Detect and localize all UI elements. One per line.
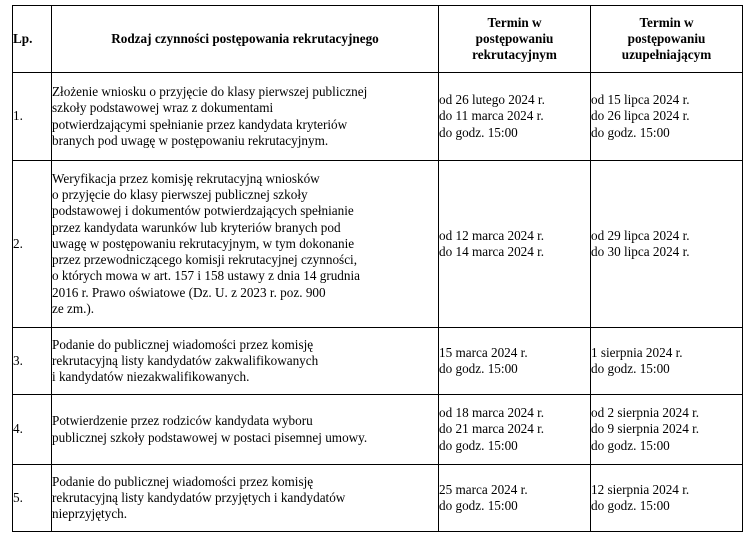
- row-term-main: 25 marca 2024 r. do godz. 15:00: [439, 465, 591, 532]
- row-activity: Podanie do publicznej wiadomości przez komisję rekrutacyjną listy kandydatów przyjętych i kandydatów nieprzyjętych.: [52, 465, 439, 532]
- row-number: 1.: [13, 73, 52, 161]
- header-term-main: [439, 6, 591, 73]
- header-term-supp-text: Termin w postępowaniu uzupełniającym: [621, 14, 712, 63]
- row-term-supp: od 29 lipca 2024 r. do 30 lipca 2024 r.: [591, 161, 743, 328]
- row-number: 5.: [13, 465, 52, 532]
- recruitment-schedule-table: [12, 5, 743, 532]
- row-term-main: 15 marca 2024 r. do godz. 15:00: [439, 328, 591, 395]
- row-number: 2.: [13, 161, 52, 328]
- header-term-main-text: Termin w postępowaniu rekrutacyjnym: [472, 14, 557, 63]
- header-activity: [52, 6, 439, 73]
- row-activity: Potwierdzenie przez rodziców kandydata wyboru publicznej szkoły podstawowej w postaci pisemnej umowy.: [52, 395, 439, 465]
- row-term-supp: 12 sierpnia 2024 r. do godz. 15:00: [591, 465, 743, 532]
- row-term-supp: od 2 sierpnia 2024 r. do 9 sierpnia 2024 r. do godz. 15:00: [591, 395, 743, 465]
- row-activity: Złożenie wniosku o przyjęcie do klasy pierwszej publicznej szkoły podstawowej wraz z dokumentami potwierdzającymi spełnianie przez kandydata kryteriów branych pod uwagę w postępowaniu rekrutacyjnym.: [52, 73, 439, 161]
- table-row: [13, 465, 743, 532]
- header-activity-text: Rodzaj czynności postępowania rekrutacyjnego: [111, 30, 379, 46]
- row-activity: Weryfikacja przez komisję rekrutacyjną wniosków o przyjęcie do klasy pierwszej publicznej szkoły podstawowej i dokumentów potwierdzających spełnianie przez kandydata warunków lub kryteriów branych pod uwagę w postępowaniu rekrutacyjnym, w tym dokonanie przez przewodniczącego komisji rekrutacyjnej czynności, o których mowa w art. 157 i 158 ustawy z dnia 14 grudnia 2016 r. Prawo oświatowe (Dz. U. z 2023 r. poz. 900 ze zm.).: [52, 161, 439, 328]
- row-term-main: od 12 marca 2024 r. do 14 marca 2024 r.: [439, 161, 591, 328]
- table-row: [13, 395, 743, 465]
- header-term-supp: [591, 6, 743, 73]
- header-lp: Lp.: [13, 6, 52, 73]
- header-row: [13, 6, 743, 73]
- row-activity: Podanie do publicznej wiadomości przez komisję rekrutacyjną listy kandydatów zakwalifikowanych i kandydatów niezakwalifikowanych.: [52, 328, 439, 395]
- row-term-supp: 1 sierpnia 2024 r. do godz. 15:00: [591, 328, 743, 395]
- table-row: [13, 73, 743, 161]
- row-term-main: od 18 marca 2024 r. do 21 marca 2024 r. do godz. 15:00: [439, 395, 591, 465]
- table-row: [13, 161, 743, 328]
- row-number: 3.: [13, 328, 52, 395]
- row-number: 4.: [13, 395, 52, 465]
- row-term-main: od 26 lutego 2024 r. do 11 marca 2024 r. do godz. 15:00: [439, 73, 591, 161]
- row-term-supp: od 15 lipca 2024 r. do 26 lipca 2024 r. do godz. 15:00: [591, 73, 743, 161]
- table-row: [13, 328, 743, 395]
